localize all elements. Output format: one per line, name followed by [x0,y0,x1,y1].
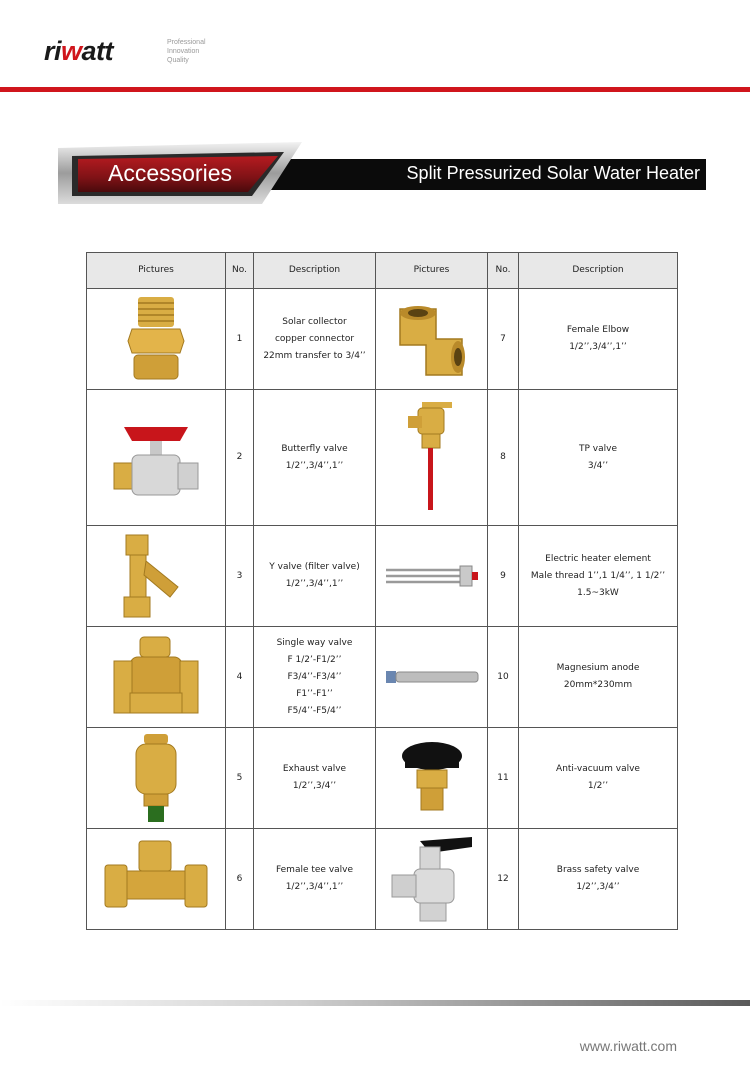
safety-valve-icon [386,833,478,925]
heater-element-icon [382,556,482,596]
item-number: 12 [488,829,519,930]
y-valve-icon [116,531,196,621]
item-number: 9 [488,526,519,627]
description-line: 1/2’’,3/4’’,1’’ [285,882,344,892]
description-line: Single way valve [276,637,353,648]
picture-cell [376,289,488,390]
description-line: TP valve [579,443,617,454]
description-line: 1/2’’,3/4’’ [576,882,620,892]
picture-cell [87,390,226,526]
header-no: No. [226,253,254,289]
description-line: Anti-vacuum valve [556,764,640,774]
description-line: Brass safety valve [556,865,640,875]
item-description [519,390,678,526]
accessories-heading: Accessories [108,160,232,186]
footer-url[interactable]: www.riwatt.com [579,1038,677,1054]
picture-cell [376,728,488,829]
item-description [519,728,678,829]
item-number: 11 [488,728,519,829]
description-line: Electric heater element [545,553,651,564]
item-number: 10 [488,627,519,728]
item-description [254,390,376,526]
description-line: Exhaust valve [282,764,347,774]
description-line: Y valve (filter valve) [269,562,360,572]
picture-cell [376,390,488,526]
item-number: 5 [226,728,254,829]
item-description [519,526,678,627]
item-description [519,289,678,390]
item-description [519,627,678,728]
tagline-innovation: Innovation [167,48,200,55]
brass-fitting-icon [124,293,188,385]
item-number: 2 [226,390,254,526]
description-line: Female tee valve [275,865,354,875]
brand-tagline [167,38,206,65]
picture-cell [87,289,226,390]
description-line: F 1/2’-F1/2’’ [287,654,342,665]
item-description [254,289,376,390]
item-description [254,728,376,829]
picture-cell [87,526,226,627]
exhaust-valve-icon [126,730,186,826]
description-line: 1/2’’,3/4’’ [292,781,337,791]
description-line: Male thread 1’’,1 1/4’’, 1 1/2’’ [530,570,666,581]
table-row [87,289,678,390]
footer-gradient-rule [0,1000,750,1006]
description-line: copper connector [274,333,355,344]
item-number: 3 [226,526,254,627]
description-line: Butterfly valve [281,443,348,454]
description-line: 20mm*230mm [563,680,633,690]
item-number: 1 [226,289,254,390]
item-description [519,829,678,930]
item-description [254,627,376,728]
table-row [87,728,678,829]
header-red-rule [0,87,750,92]
picture-cell [87,627,226,728]
check-valve-icon [110,631,202,723]
tp-valve-icon [402,398,462,518]
description-line: F5/4’’-F5/4’’ [287,705,342,716]
table-row [87,829,678,930]
picture-cell [376,627,488,728]
tagline-professional: Professional [167,39,206,46]
description-line: 22mm transfer to 3/4’’ [263,350,366,361]
description-line: 1/2’’ [587,781,609,791]
description-line: 3/4’’ [587,460,609,471]
item-number: 7 [488,289,519,390]
table-row [87,526,678,627]
item-number: 6 [226,829,254,930]
table-header-row [87,253,678,289]
item-number: 8 [488,390,519,526]
picture-cell [87,728,226,829]
item-description [254,829,376,930]
description-line: 1/2’’,3/4’’,1’’ [285,579,344,589]
description-line: 1/2’’,3/4’’,1’’ [285,460,344,471]
accessories-table [86,252,678,930]
description-line: Magnesium anode [556,663,640,673]
description-line: Female Elbow [566,325,630,335]
header-pictures: Pictures [87,253,226,289]
header-no: No. [488,253,519,289]
table-row [87,627,678,728]
item-description [254,526,376,627]
anti-vacuum-valve-icon [397,740,467,816]
tagline-quality: Quality [167,57,189,64]
tee-valve-icon [103,837,209,921]
picture-cell [87,829,226,930]
butterfly-valve-icon [110,413,202,503]
description-line: F3/4’’-F3/4’’ [287,671,342,682]
product-title: Split Pressurized Solar Water Heater [406,163,700,183]
magnesium-anode-icon [382,665,482,689]
table-row [87,390,678,526]
description-line: F1’’-F1’’ [296,688,333,699]
header-description: Description [519,253,678,289]
header-pictures: Pictures [376,253,488,289]
header-description: Description [254,253,376,289]
brass-elbow-icon [392,299,472,379]
description-line: 1.5~3kW [577,587,619,598]
description-line: Solar collector [282,316,347,327]
picture-cell [376,526,488,627]
riwatt-logo: riwatt [44,36,114,66]
item-number: 4 [226,627,254,728]
picture-cell [376,829,488,930]
description-line: 1/2’’,3/4’’,1’’ [569,342,627,352]
